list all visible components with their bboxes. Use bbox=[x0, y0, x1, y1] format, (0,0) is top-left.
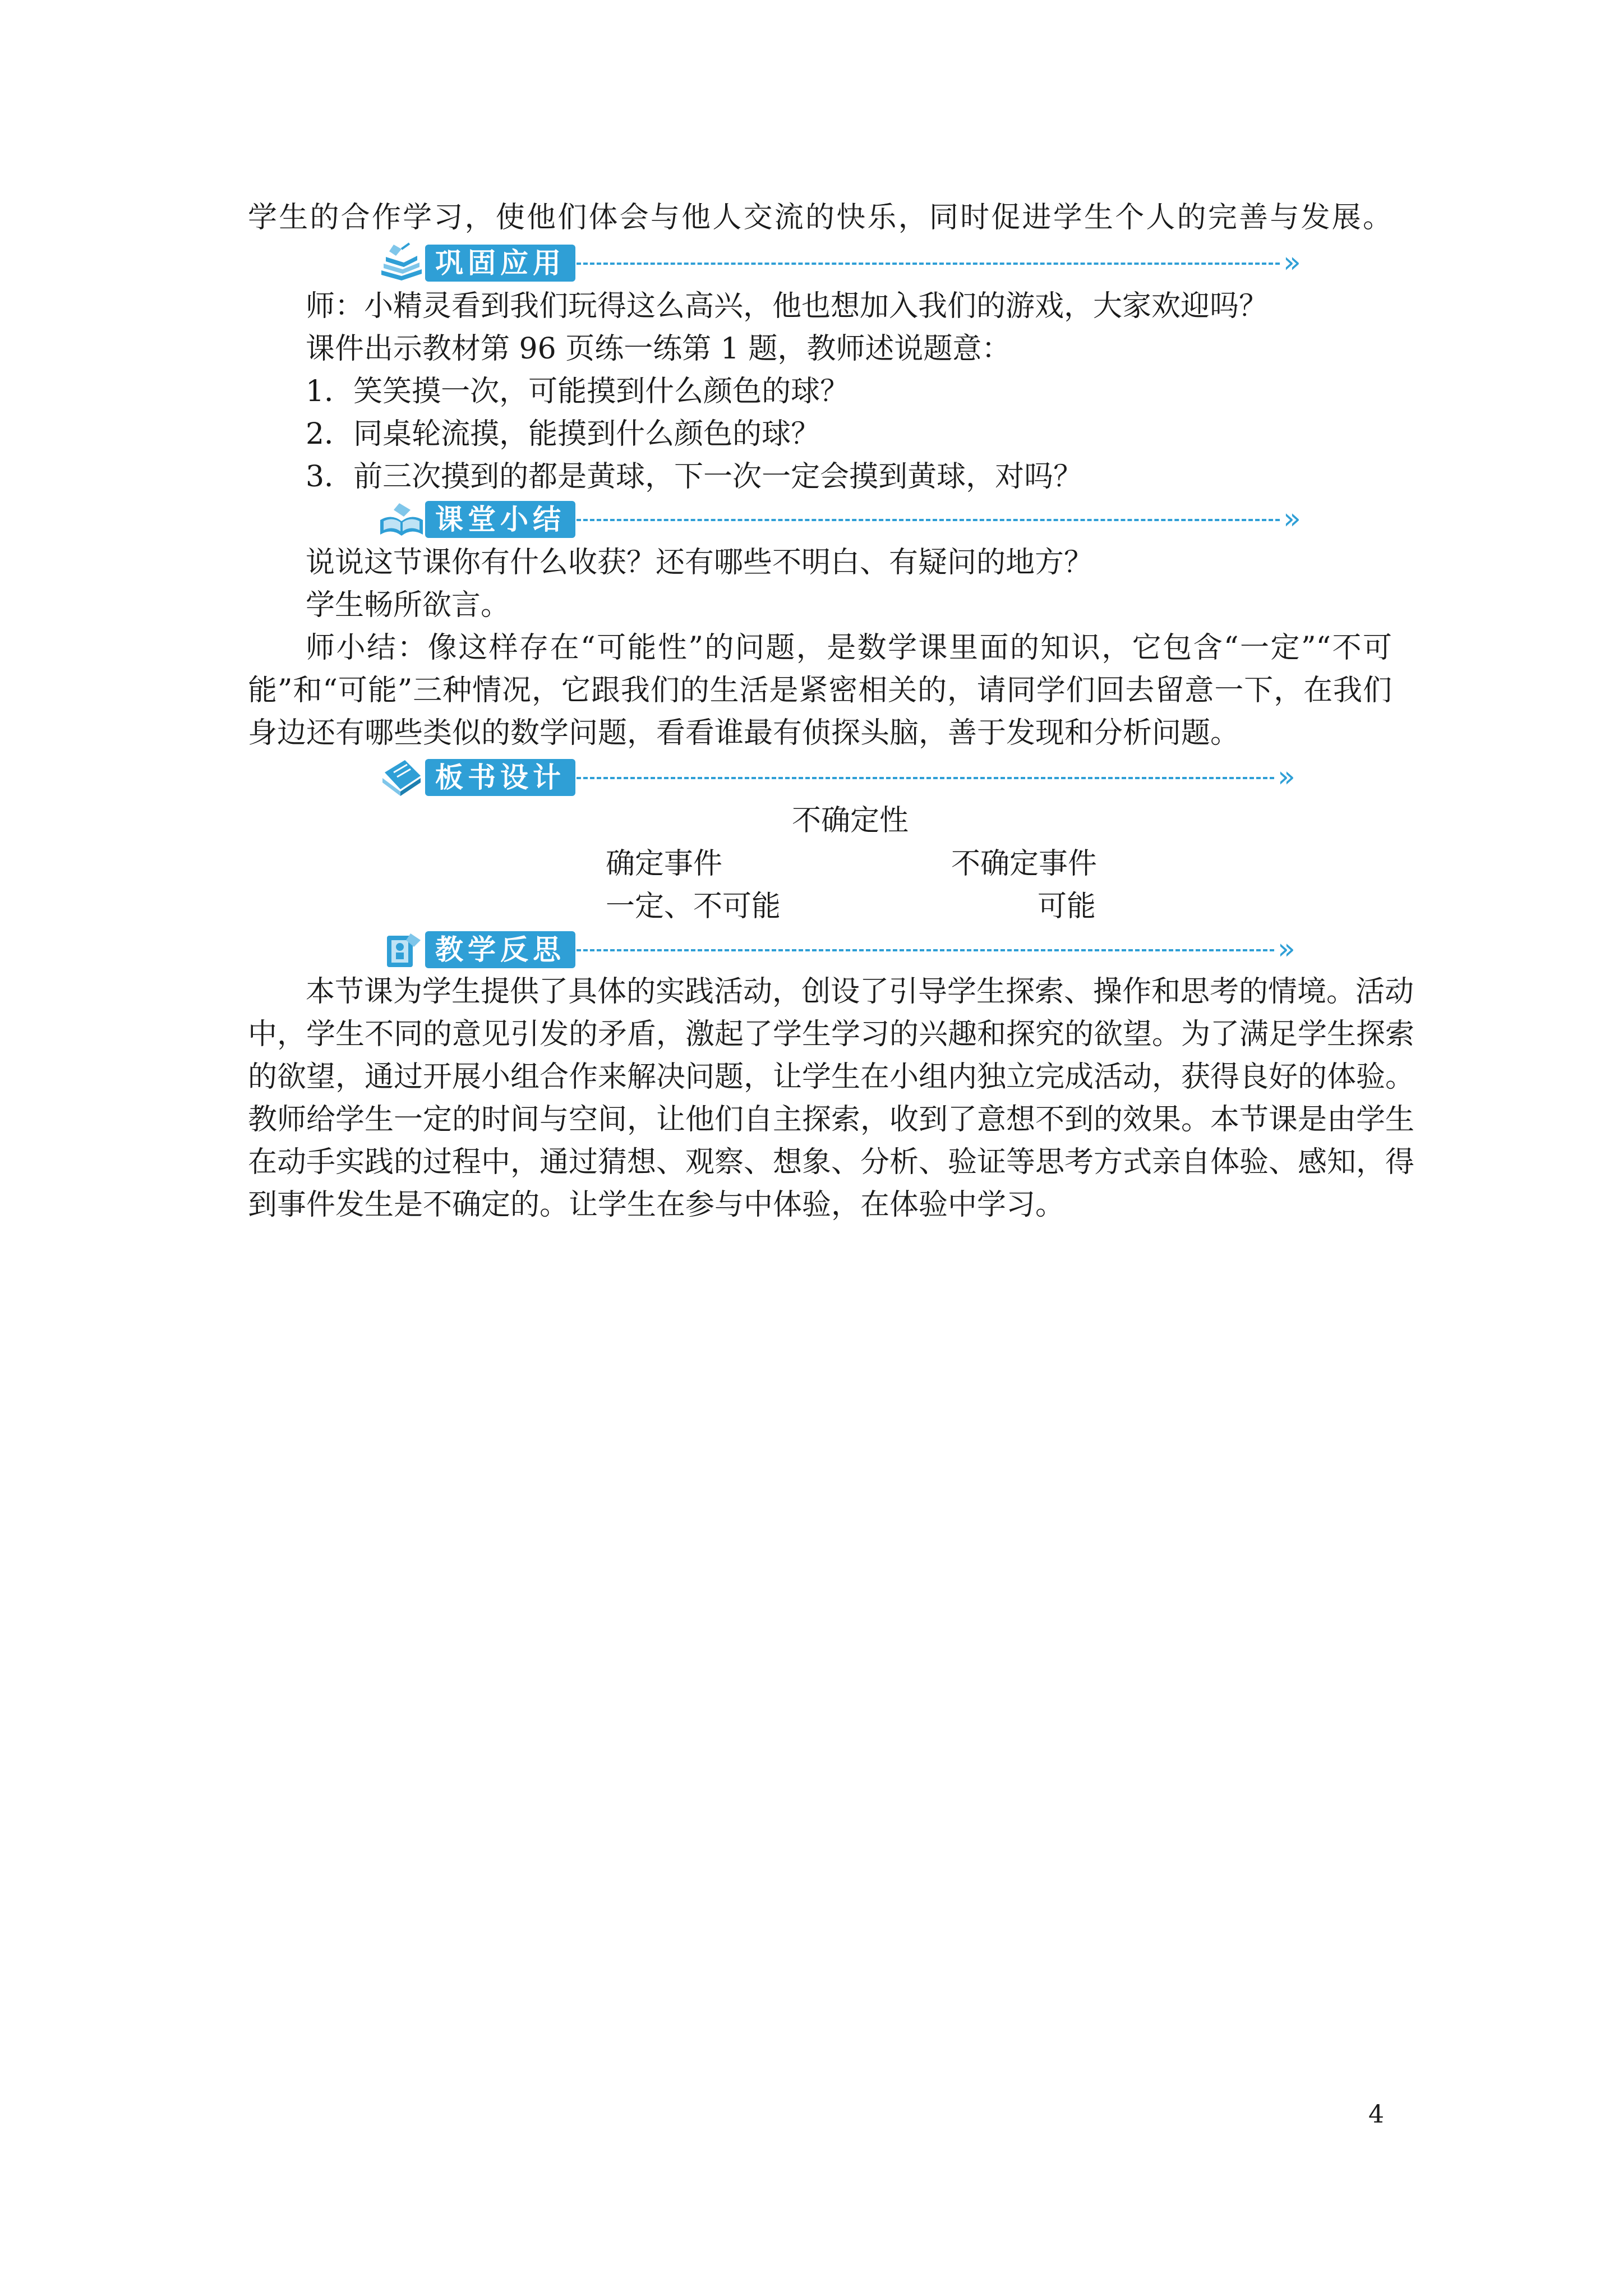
section-title: 巩固应用 bbox=[425, 245, 575, 282]
double-chevron-icon: » bbox=[1278, 760, 1295, 794]
book-stack-icon bbox=[377, 241, 425, 284]
paragraph-line: 学生畅所欲言。 bbox=[306, 588, 510, 622]
paragraph-line: 师小结：像这样存在“可能性”的问题，是数学课里面的知识，它包含“一定”“不可 bbox=[306, 631, 1392, 665]
paragraph-line: 教师给学生一定的时间与空间，让他们自主探索，收到了意想不到的效果。本节课是由学生 bbox=[248, 1103, 1415, 1137]
paragraph-line: 课件出示教材第 96 页练一练第 1 题，教师述说题意： bbox=[306, 332, 1011, 366]
paragraph-line: 在动手实践的过程中，通过猜想、观察、想象、分析、验证等思考方式亲自体验、感知，得 bbox=[248, 1145, 1415, 1179]
section-header-summary bbox=[377, 496, 1319, 541]
paragraph-line: 本节课为学生提供了具体的实践活动，创设了引导学生探索、操作和思考的情境。活动 bbox=[306, 975, 1414, 1009]
section-title: 课堂小结 bbox=[425, 501, 575, 538]
paragraph-line: 身边还有哪些类似的数学问题，看看谁最有侦探头脑，善于发现和分析问题。 bbox=[248, 716, 1240, 750]
list-item: 3．前三次摸到的都是黄球，下一次一定会摸到黄球，对吗？ bbox=[306, 460, 1083, 494]
notebook-icon bbox=[377, 756, 425, 798]
paragraph-line: 的欲望，通过开展小组合作来解决问题，让学生在小组内独立完成活动，获得良好的体验。 bbox=[248, 1060, 1415, 1094]
paragraph-line: 到事件发生是不确定的。让学生在参与中体验，在体验中学习。 bbox=[248, 1188, 1065, 1222]
section-header-consolidate bbox=[377, 240, 1319, 285]
intro-paragraph: 学生的合作学习，使他们体会与他人交流的快乐，同时促进学生个人的完善与发展。 bbox=[248, 201, 1392, 234]
list-item: 2．同桌轮流摸，能摸到什么颜色的球？ bbox=[306, 417, 820, 451]
paragraph-line: 师：小精灵看到我们玩得这么高兴，他也想加入我们的游戏，大家欢迎吗？ bbox=[306, 289, 1269, 323]
section-header-reflection bbox=[377, 927, 1319, 972]
double-chevron-icon: » bbox=[1283, 246, 1301, 279]
dashed-rule bbox=[577, 263, 1280, 265]
section-title: 板书设计 bbox=[425, 759, 575, 796]
board-left-heading: 确定事件 bbox=[606, 847, 723, 881]
dashed-rule bbox=[577, 519, 1280, 521]
paragraph-line: 能”和“可能”三种情况，它跟我们的生活是紧密相关的，请同学们回去留意一下，在我们 bbox=[248, 674, 1392, 707]
open-book-icon bbox=[377, 498, 425, 540]
dashed-rule bbox=[577, 949, 1274, 951]
book-reading-icon bbox=[377, 928, 425, 970]
board-right-items: 可能 bbox=[1038, 890, 1096, 923]
double-chevron-icon: » bbox=[1283, 502, 1301, 536]
page-number: 4 bbox=[1368, 2100, 1384, 2129]
paragraph-line: 说说这节课你有什么收获？还有哪些不明白、有疑问的地方？ bbox=[306, 546, 1094, 579]
board-left-items: 一定、不可能 bbox=[606, 890, 781, 923]
double-chevron-icon: » bbox=[1278, 932, 1295, 966]
board-right-heading: 不确定事件 bbox=[951, 847, 1098, 881]
section-title: 教学反思 bbox=[425, 931, 575, 968]
paragraph-line: 中，学生不同的意见引发的矛盾，激起了学生学习的兴趣和探究的欲望。为了满足学生探索 bbox=[248, 1018, 1415, 1051]
list-item: 1．笑笑摸一次，可能摸到什么颜色的球？ bbox=[306, 375, 850, 408]
section-header-board bbox=[377, 754, 1319, 799]
dashed-rule bbox=[577, 777, 1274, 779]
board-title: 不确定性 bbox=[792, 804, 909, 838]
